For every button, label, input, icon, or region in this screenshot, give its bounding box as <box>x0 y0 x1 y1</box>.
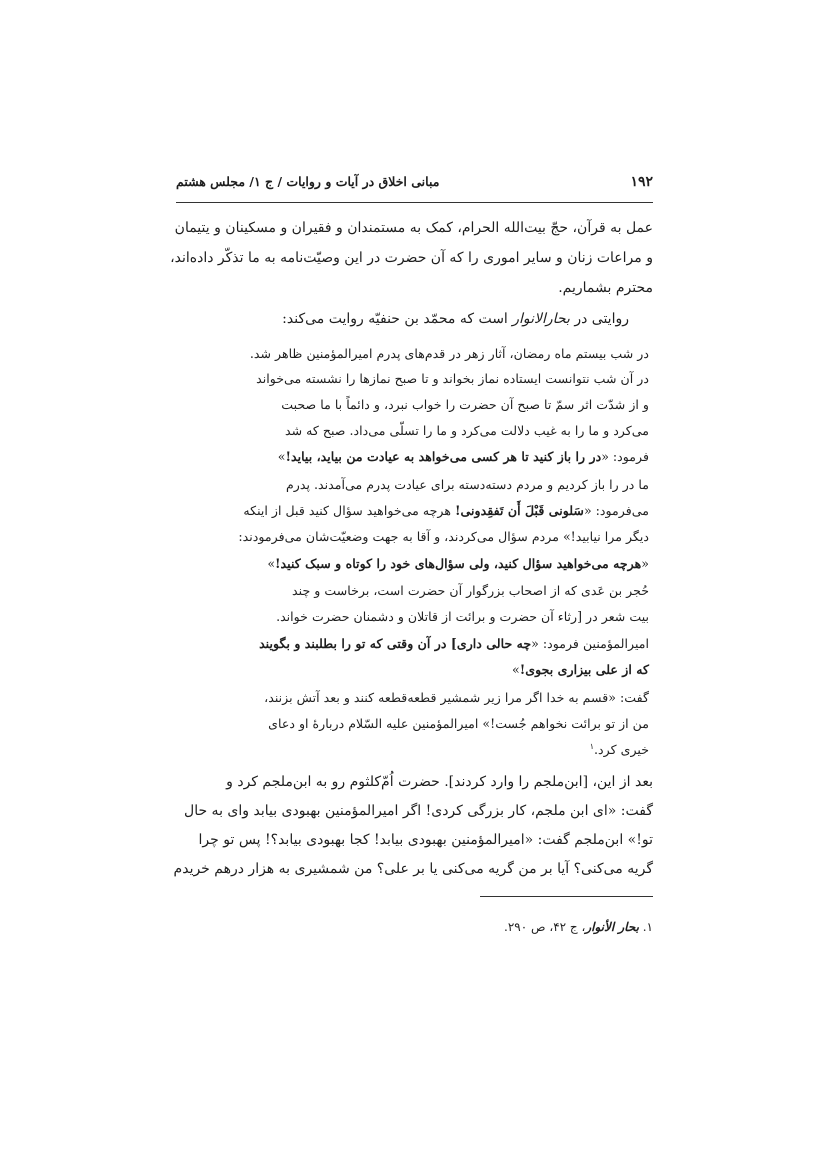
text-span: هرچه می‌خواهید سؤال کنید قبل از اینکه <box>243 503 455 518</box>
quote-line <box>243 503 649 518</box>
footnote-marker: ۱ <box>589 742 595 751</box>
page-number: ۱۹۲ <box>630 174 653 190</box>
text-span: است که محمّد بن حنفیّه روایت می‌کند: <box>282 311 513 327</box>
text-span: می‌فرمود: « <box>583 503 649 518</box>
quote-line: و از شدّت اثر سمّ تا صبح آن حضرت را خواب نبرد، و دائماً با ما صحبت <box>281 397 649 412</box>
quote-line <box>278 449 649 464</box>
text-span: « <box>641 556 649 571</box>
text-line: عمل به قرآن، حجّ بیت‌الله الحرام، کمک به مستمندان و فقیران و مسکینان و یتیمان <box>174 220 653 236</box>
text-span: روایتی در <box>569 311 629 327</box>
text-line: محترم بشماریم. <box>558 280 653 296</box>
bold-quote: چه حالی داری] در آن وقتی که تو را بطلبند و بگویند <box>259 636 532 651</box>
quote-line: گفت: «قسم به خدا اگر مرا زیر شمشیر قطعه‌قطعه کنند و بعد آتش بزنند، <box>264 690 649 705</box>
quote-line: می‌کرد و ما را به غیب دلالت می‌کرد و ما را تسلّی می‌داد. صبح که شد <box>284 423 649 438</box>
text-span: » <box>277 449 286 464</box>
text-span: فرمود: « <box>601 449 649 464</box>
bold-quote: در را باز کنید تا هر کسی می‌خواهد به عیادت من بیاید، بیاید! <box>285 449 602 464</box>
text-span: » <box>267 556 276 571</box>
quote-line: دیگر مرا نیابید!» مردم سؤال می‌کردند، و آقا به جهت وضعیّت‌شان می‌فرمودند: <box>238 529 649 544</box>
footnote <box>504 920 653 934</box>
quote-line <box>512 662 649 677</box>
footnote-source: بحار الأنوار <box>585 920 639 934</box>
running-header <box>176 174 653 198</box>
footnote-ref: ، ج ۴۲، ص ۲۹۰. <box>504 920 586 934</box>
text-span: » <box>512 662 520 677</box>
text-line <box>282 311 629 327</box>
quote-line: در شب بیستم ماه رمضان، آثار زهر در قدم‌های پدرم امیرالمؤمنین ظاهر شد. <box>249 346 649 361</box>
quote-line: ما در را باز کردیم و مردم دسته‌دسته برای عیادت پدرم می‌آمدند. پدرم <box>286 477 649 492</box>
quote-line: در آن شب نتوانست ایستاده نماز بخواند و تا صبح نمازها را نشسته می‌خواند <box>256 371 649 386</box>
bold-quote: که از علی بیزاری بجوی! <box>519 662 649 677</box>
text-line: بعد از این، [ابن‌ملجم را وارد کردند]. حضرت اُمّ‌کلثوم رو به ابن‌ملجم کرد و <box>226 774 653 790</box>
bold-quote: سَلونی قَبْلَ أَن تَفقِدونی! <box>455 503 584 518</box>
text-line: و مراعات زنان و سایر اموری را که آن حضرت در این وصیّت‌نامه به ما تذکّر داده‌اند، <box>170 250 653 266</box>
header-rule <box>176 202 653 203</box>
footnote-number: ۱. <box>638 920 653 934</box>
text-span: امیرالمؤمنین فرمود: « <box>531 636 649 651</box>
quote-line: من از تو برائت نخواهم جُست!» امیرالمؤمنین علیه السّلام دربارهٔ او دعای <box>268 716 649 731</box>
quote-line: بیت شعر در [رثاء آن حضرت و برائت از قاتلان و دشمنان حضرت خواند. <box>276 609 649 624</box>
running-title: مبانی اخلاق در آیات و روایات / ج ۱/ مجلس هشتم <box>176 174 440 189</box>
quote-line <box>267 556 649 571</box>
bold-quote: هرچه می‌خواهید سؤال کنید، ولی سؤال‌های خود را کوتاه و سبک کنید! <box>275 556 642 571</box>
quote-line: حُجر بن عَدی که از اصحاب بزرگوار آن حضرت است، برخاست و چند <box>292 583 649 598</box>
quote-line <box>259 636 649 651</box>
text-line: گفت: «ای ابن ملجم، کار بزرگی کردی! اگر امیرالمؤمنین بهبودی بیابد وای به حال <box>184 803 653 819</box>
footnote-rule <box>480 896 653 897</box>
text-span: خیری کرد. <box>594 742 649 758</box>
text-line: گریه می‌کنی؟ آیا بر من گریه می‌کنی یا بر علی؟ من شمشیری به هزار درهم خریدم <box>173 861 653 877</box>
text-line: تو!» ابن‌ملجم گفت: «امیرالمؤمنین بهبودی بیابد! کجا بهبودی بیابد؟! پس تو چرا <box>198 832 653 848</box>
source-title: بحارالانوار <box>512 311 570 327</box>
quote-line <box>590 742 649 757</box>
